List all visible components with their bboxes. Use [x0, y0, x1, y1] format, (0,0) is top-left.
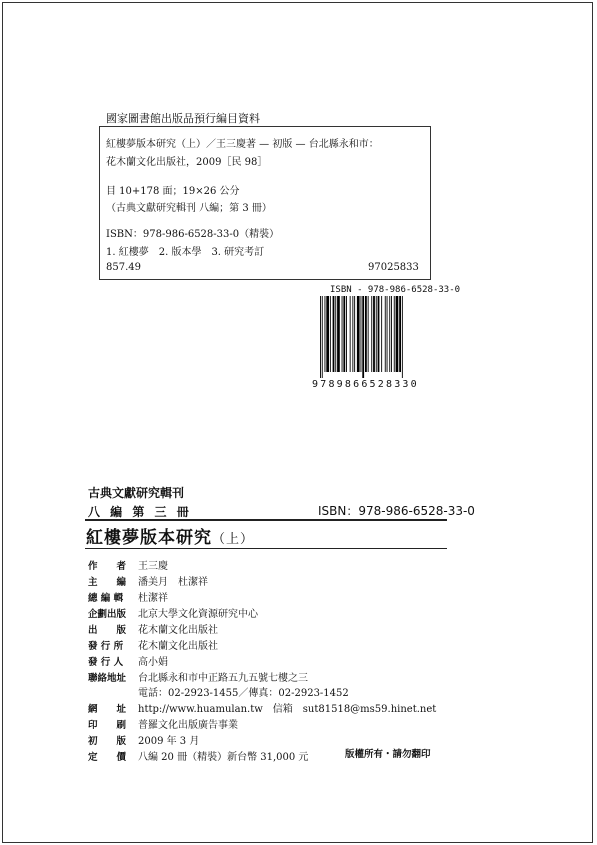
colophon-row-value: 八編 20 冊（精裝）新台幣 31,000 元: [138, 752, 309, 763]
barcode-bar: [394, 296, 395, 372]
barcode-bar: [373, 296, 375, 372]
barcode-bar: [376, 296, 377, 372]
colophon-row: [88, 669, 308, 684]
barcode-bar: [399, 296, 401, 372]
barcode-bar: [330, 296, 331, 372]
barcode-bar: [346, 296, 347, 372]
colophon-row: [88, 653, 168, 668]
rights-notice: 版權所有・請勿翻印: [345, 749, 431, 760]
colophon-row-value: 北京大學文化資源研究中心: [138, 609, 258, 620]
barcode-bar: [322, 296, 323, 378]
barcode-bar: [357, 296, 360, 372]
barcode-bar: [337, 296, 340, 372]
colophon-row: [88, 557, 168, 572]
barcode-bar: [396, 296, 399, 372]
barcode-bar: [378, 296, 380, 372]
colophon-row-label: 網 址: [88, 704, 127, 715]
barcode-bar: [325, 296, 326, 372]
colophon-row-value: http://www.huamulan.tw 信箱 sut81518@ms59.hinet.net: [138, 704, 437, 715]
colophon-row-value: 王三慶: [138, 561, 168, 572]
rule-mid: [85, 548, 447, 549]
colophon-row-value: 花木蘭文化出版社: [138, 641, 218, 652]
book-title-sub: （上）: [212, 532, 255, 547]
cip-line-5: ISBN：978-986-6528-33-0（精裝）: [106, 229, 280, 240]
colophon-row-label: 主 編: [88, 577, 127, 588]
colophon-row: [88, 621, 218, 636]
colophon-row-value: 潘美月 杜潔祥: [138, 577, 208, 588]
colophon-row: [88, 573, 208, 588]
series-title: 古典文獻研究輯刊: [88, 486, 185, 500]
colophon-row-label: 企劃出版: [88, 609, 127, 620]
colophon-row-label: 初 版: [88, 736, 127, 747]
barcode-bar: [361, 296, 362, 372]
barcode-bar: [387, 296, 388, 372]
colophon-row-label: 印 刷: [88, 720, 127, 731]
barcode-bar: [326, 296, 329, 372]
colophon-row-label: 聯絡地址: [88, 673, 127, 684]
volume-label: 八 編 第 三 冊: [88, 505, 189, 519]
colophon-row: [88, 589, 168, 604]
colophon-row: [88, 637, 218, 652]
phone-fax: 電話：02-2923-1455／傳真：02-2923-1452: [138, 688, 349, 699]
barcode-bar: [335, 296, 336, 372]
barcode-isbn-label: ISBN - 978-986-6528-33-0: [330, 285, 461, 295]
colophon-row-value: 2009 年 3 月: [138, 736, 200, 747]
barcode-bar: [385, 296, 386, 372]
barcode-bar: [352, 296, 353, 372]
colophon-row: [88, 732, 199, 747]
cip-line-1: 紅樓夢版本研究（上）／王三慶著 — 初版 — 台北縣永和市：: [106, 139, 379, 150]
colophon-row-value: 杜潔祥: [138, 593, 168, 604]
colophon-row-label: 出 版: [88, 625, 127, 636]
colophon-row-label: 發 行 所: [88, 641, 124, 652]
barcode-bar: [402, 296, 403, 378]
colophon-row: [88, 605, 258, 620]
book-title-main: 紅樓夢版本研究: [86, 528, 212, 548]
barcode-bar: [343, 296, 345, 372]
cip-line-3: 目 10+178 面；19×26 公分: [106, 186, 240, 197]
colophon-row-value: 花木蘭文化出版社: [138, 625, 218, 636]
colophon-row: [88, 716, 238, 731]
rule-top: [85, 519, 447, 521]
barcode-bar: [320, 296, 321, 378]
colophon-row-label: 定 價: [88, 752, 127, 763]
colophon-row: [88, 748, 308, 763]
cip-class-number: 857.49: [106, 262, 141, 273]
cip-header: 國家圖書館出版品預行編目資料: [106, 112, 260, 125]
barcode-image: [318, 296, 431, 378]
barcode-bar: [371, 296, 372, 372]
colophon-isbn: ISBN：978-986-6528-33-0: [318, 504, 475, 518]
barcode-bar: [350, 296, 351, 372]
colophon-row-label: 總 編 輯: [88, 593, 124, 604]
barcode-bar: [365, 296, 367, 372]
cip-box: [99, 126, 431, 280]
barcode-bar: [354, 296, 355, 372]
barcode-bar: [342, 296, 343, 372]
colophon-row-label: 作 者: [88, 561, 127, 572]
colophon-row-value: 台北縣永和市中正路五九五號七樓之三: [138, 673, 308, 684]
book-title: [86, 523, 254, 548]
colophon-row-value: 普羅文化出版廣告事業: [138, 720, 238, 731]
colophon-row-label: 發 行 人: [88, 657, 124, 668]
cip-line-4: （古典文獻研究輯刊 八編；第 3 冊）: [106, 203, 272, 214]
cip-record-number: 97025833: [368, 262, 419, 273]
barcode-digits: 9789866528330: [312, 379, 419, 390]
barcode-bar: [381, 296, 382, 372]
barcode-bar: [389, 296, 390, 372]
barcode-bar: [391, 296, 392, 372]
barcode-bar: [362, 296, 364, 378]
barcode-bar: [333, 296, 335, 372]
colophon-row: [88, 700, 436, 715]
barcode-bar: [368, 296, 369, 372]
cip-line-6: 1. 紅樓夢 2. 版本學 3. 研究考訂: [106, 247, 265, 258]
colophon-row-value: 高小娟: [138, 657, 168, 668]
cip-line-2: 花木蘭文化出版社，2009［民 98］: [106, 157, 268, 168]
